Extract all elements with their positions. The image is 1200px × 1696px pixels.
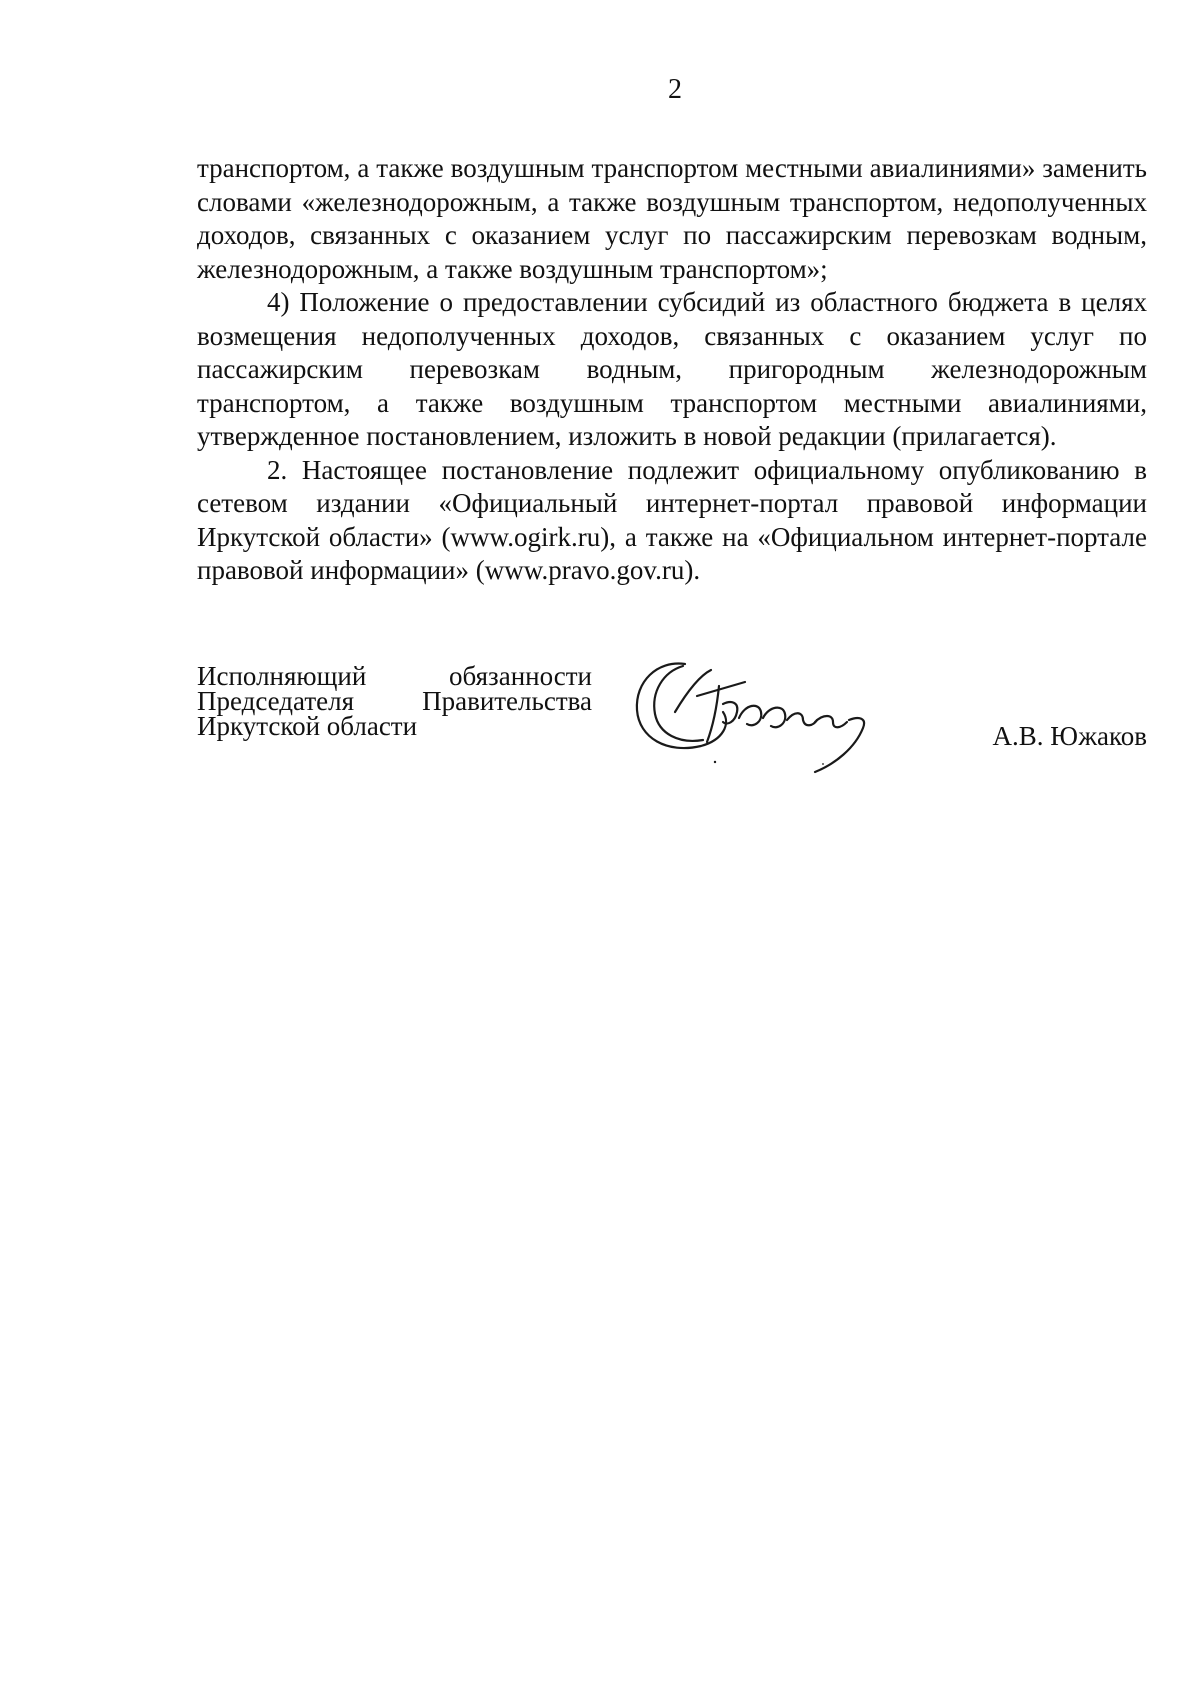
- paragraph-continuation: транспортом, а также воздушным транспортом местными авиалиниями» заменить словами «железнодорожным, а также воздушным транспортом, недополученных доходов, связанных с оказанием услуг по пассажирским перевозкам водным, железнодорожным, а также воздушным транспортом»;: [197, 153, 1147, 284]
- signatory-position: [197, 661, 592, 741]
- paragraph-item-4: 4) Положение о предоставлении субсидий из областного бюджета в целях возмещения недополученных доходов, связанных с оказанием услуг по пассажирским перевозкам водным, пригородным железнодорожным транспортом, а также воздушным транспортом местными авиалиниями, утвержденное постановлением, изложить в новой редакции (прилагается).: [197, 287, 1147, 451]
- page-number: 2: [668, 74, 682, 105]
- signatory-position-line: Исполняющий обязанности: [197, 661, 592, 691]
- signatory-position-line: Иркутской области: [197, 711, 418, 741]
- signature-block: [197, 661, 1147, 784]
- paragraph-item-2: 2. Настоящее постановление подлежит официальному опубликованию в сетевом издании «Официальный интернет-портал правовой информации Иркутской области» (www.ogirk.ru), а также на «Официальном интернет-портале правовой информации» (www.pravo.gov.ru).: [197, 454, 1147, 585]
- document-body: [197, 152, 1147, 588]
- handwritten-signature: [627, 642, 907, 782]
- signatory-name: А.В. Южаков: [992, 721, 1147, 751]
- signatory-position-line: Председателя Правительства: [197, 686, 592, 716]
